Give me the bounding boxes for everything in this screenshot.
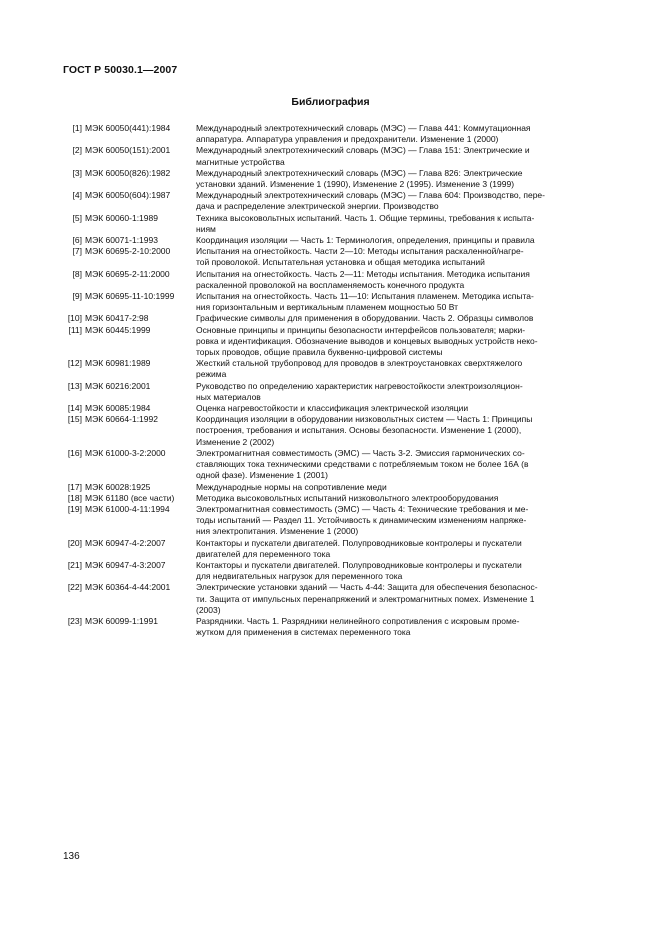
reference-description-line: Графические символы для применения в оборудовании. Часть 2. Образцы символов [196,313,534,324]
reference-description-line: Методика высоковольтных испытаний низковольтного электрооборудования [196,492,499,503]
reference-description-line: Основные принципы и принципы безопасности интерфейсов пользователя; марки- [196,324,526,335]
reference-description [196,168,600,190]
reference-code: МЭК 60050(441):1984 [85,123,171,133]
reference-number: [16] [67,447,82,458]
reference-description [196,325,600,359]
reference-description-line: жутком для применения в системах переменного тока [196,627,411,638]
reference-code: МЭК 60364-4-44:2001 [85,582,171,593]
reference-description-line: Международный электротехнический словарь (МЭС) — Глава 441: Коммутационная [196,123,531,133]
reference-item [60,145,600,167]
reference-code: МЭК 60664-1:1992 [85,414,158,425]
reference-description-line: Изменение 2 (2002) [196,436,275,447]
reference-code: МЭК 60695-11-10:1999 [85,291,175,302]
reference-description [196,190,600,212]
reference-description-line: ных материалов [196,391,261,402]
reference-number: [9] [72,291,82,302]
reference-item [60,235,600,246]
reference-description-line: Испытания на огнестойкость. Часть 2—11: Методы испытания. Методика испытания [196,268,530,279]
reference-description-line: ровка и идентификация. Обозначение выводов и концевых выводных устройств неко- [196,335,538,346]
reference-code: МЭК 60028:1925 [85,481,151,492]
reference-description-line: Техника высоковольтных испытаний. Часть 1. Общие термины, требования к испыта- [196,212,535,223]
reference-code: МЭК 60050(826):1982 [85,167,171,178]
reference-description-line: ставляющих тока техническими средствами с потребляемым током не более 16А (в [196,459,529,470]
reference-code: МЭК 60445:1999 [85,324,151,335]
reference-description-line: Оценка нагревостойкости и классификация электрической изоляции [196,403,469,414]
reference-item [60,325,600,359]
reference-description-line: (2003) [196,604,221,615]
reference-code: МЭК 60071-1:1993 [85,235,158,246]
reference-description [196,403,600,414]
reference-description-line: Жесткий стальной трубопровод для проводов в электроустановках сверхтяжелого [196,358,523,369]
reference-description-line: той проволокой. Испытательная установка и общая методика испытаний [196,257,485,268]
reference-item [60,482,600,493]
reference-description [196,504,600,538]
reference-description-line: Международный электротехнический словарь (МЭС) — Глава 604: Производство, пере- [196,190,545,201]
reference-number: [21] [67,559,82,570]
standard-designation: ГОСТ Р 50030.1—2007 [63,64,178,76]
reference-description [196,235,600,246]
reference-number: [11] [68,324,82,335]
reference-item [60,504,600,538]
reference-number: [13] [67,380,82,391]
reference-number: [8] [72,268,82,279]
reference-description-line: ти. Защита от импульсных перенапряжений и электромагнитных помех. Изменение 1 [196,593,535,604]
reference-item [60,560,600,582]
reference-description-line: Электромагнитная совместимость (ЭМС) — Часть 4: Технические требования и ме- [196,503,529,514]
reference-number: [5] [72,212,82,223]
reference-number: [17] [67,481,82,492]
reference-item [60,358,600,380]
bibliography-title: Библиография [291,96,370,108]
reference-number: [15] [67,414,82,425]
reference-number: [19] [67,503,82,514]
reference-number: [1] [72,123,82,133]
reference-description-line: Испытания на огнестойкость. Части 2—10: Методы испытания раскаленной/нагре- [196,246,524,257]
reference-description [196,538,600,560]
reference-item [60,493,600,504]
reference-description-line: Разрядники. Часть 1. Разрядники нелинейного сопротивления с искровым проме- [196,615,520,626]
reference-description-line: дача и распределение электрической энергии. Производство [196,201,439,212]
reference-description-line: Координация изоляции в оборудовании низковольтных систем — Часть 1: Принципы [196,414,533,425]
reference-description-line: раскаленной проволокой на воспламеняемость конечного продукта [196,279,465,290]
reference-description [196,246,600,268]
reference-description-line: Международный электротехнический словарь (МЭС) — Глава 151: Электрические и [196,145,530,156]
reference-number: [4] [72,190,82,201]
reference-item [60,538,600,560]
reference-description [196,616,600,638]
reference-number: [2] [72,145,82,156]
reference-description-line: ния горизонтальным и вертикальным пламенем мощностью 50 Вт [196,302,459,313]
reference-item [60,414,600,448]
reference-code: МЭК 61180 (все части) [85,492,175,503]
reference-code: МЭК 60417-2:98 [85,313,149,324]
reference-description [196,358,600,380]
reference-description [196,291,600,313]
reference-description [196,313,600,324]
reference-description-line: Электромагнитная совместимость (ЭМС) — Часть 3-2. Эмиссия гармонических со- [196,447,525,458]
reference-description-line: Контакторы и пускатели двигателей. Полупроводниковые контролеры и пускатели [196,537,522,548]
reference-code: МЭК 60981:1989 [85,358,151,369]
reference-description-line: Международный электротехнический словарь (МЭС) — Глава 826: Электрические [196,167,523,178]
reference-description [196,560,600,582]
reference-item [60,313,600,324]
page-number: 136 [63,851,80,862]
reference-description-line: Координация изоляции — Часть 1: Терминология, определения, принципы и правила [196,235,535,246]
reference-description [196,381,600,403]
reference-item [60,168,600,190]
reference-number: [6] [72,235,82,246]
reference-code: МЭК 61000-4-11:1994 [85,503,170,514]
reference-item [60,123,600,145]
reference-description-line: Руководство по определению характеристик нагревостойкости электроизоляцион- [196,380,523,391]
reference-description [196,269,600,291]
reference-item [60,616,600,638]
reference-description [196,123,600,145]
reference-description-line: одной фазе). Изменение 1 (2001) [196,470,328,481]
reference-code: МЭК 60099-1:1991 [85,615,158,626]
reference-number: [14] [67,403,82,414]
reference-description-line: Контакторы и пускатели двигателей. Полупроводниковые контролеры и пускатели [196,559,522,570]
reference-code: МЭК 60216:2001 [85,380,151,391]
reference-description [196,448,600,482]
reference-description-line: ниям [196,223,216,234]
reference-code: МЭК 60060-1:1989 [85,212,158,223]
reference-number: [12] [67,358,82,369]
reference-code: МЭК 60947-4-2:2007 [85,537,166,548]
reference-item [60,269,600,291]
reference-description-line: установки зданий. Изменение 1 (1990), Изменение 2 (1995). Изменение 3 (1999) [196,179,515,190]
reference-description-line: для недвигательных нагрузок для переменного тока [196,571,403,582]
reference-description-line: Международные нормы на сопротивление меди [196,481,387,492]
reference-code: МЭК 60947-4-3:2007 [85,559,166,570]
reference-description-line: режима [196,369,227,380]
reference-item [60,190,600,212]
reference-description-line: торых проводов, общие правила буквенно-цифровой системы [196,347,443,358]
reference-number: [18] [67,492,82,503]
reference-item [60,381,600,403]
reference-number: [22] [67,582,82,593]
reference-description [196,582,600,616]
reference-description [196,213,600,235]
reference-item [60,246,600,268]
reference-item [60,403,600,414]
reference-list [60,123,600,638]
reference-description-line: двигателей для переменного тока [196,548,331,559]
reference-code: МЭК 61000-3-2:2000 [85,447,166,458]
reference-number: [7] [72,246,82,257]
reference-description-line: Электрические установки зданий — Часть 4-44: Защита для обеспечения безопаснос- [196,582,538,593]
reference-item [60,291,600,313]
reference-number: [10] [67,313,82,324]
reference-item [60,213,600,235]
reference-description [196,493,600,504]
reference-description-line: ния электропитания. Изменение 1 (2000) [196,526,359,537]
reference-description [196,414,600,448]
reference-description-line: аппаратура. Аппаратура управления и предохранители. Изменение 1 (2000) [196,134,499,145]
reference-number: [23] [67,615,82,626]
reference-number: [3] [72,167,82,178]
reference-description-line: магнитные устройства [196,156,285,167]
reference-code: МЭК 60050(604):1987 [85,190,171,201]
reference-code: МЭК 60695-2-11:2000 [85,268,170,279]
reference-description-line: Испытания на огнестойкость. Часть 11—10: Испытания пламенем. Методика испыта- [196,291,534,302]
reference-description [196,482,600,493]
reference-description [196,145,600,167]
reference-description-line: тоды испытаний — Раздел 11. Устойчивость к динамическим изменениям напряже- [196,515,527,526]
reference-number: [20] [67,537,82,548]
reference-code: МЭК 60050(151):2001 [85,145,171,156]
reference-description-line: построения, требования и испытания. Основы безопасности. Изменение 1 (2000), [196,425,522,436]
reference-item [60,448,600,482]
reference-code: МЭК 60695-2-10:2000 [85,246,171,257]
reference-code: МЭК 60085:1984 [85,403,151,414]
reference-item [60,582,600,616]
